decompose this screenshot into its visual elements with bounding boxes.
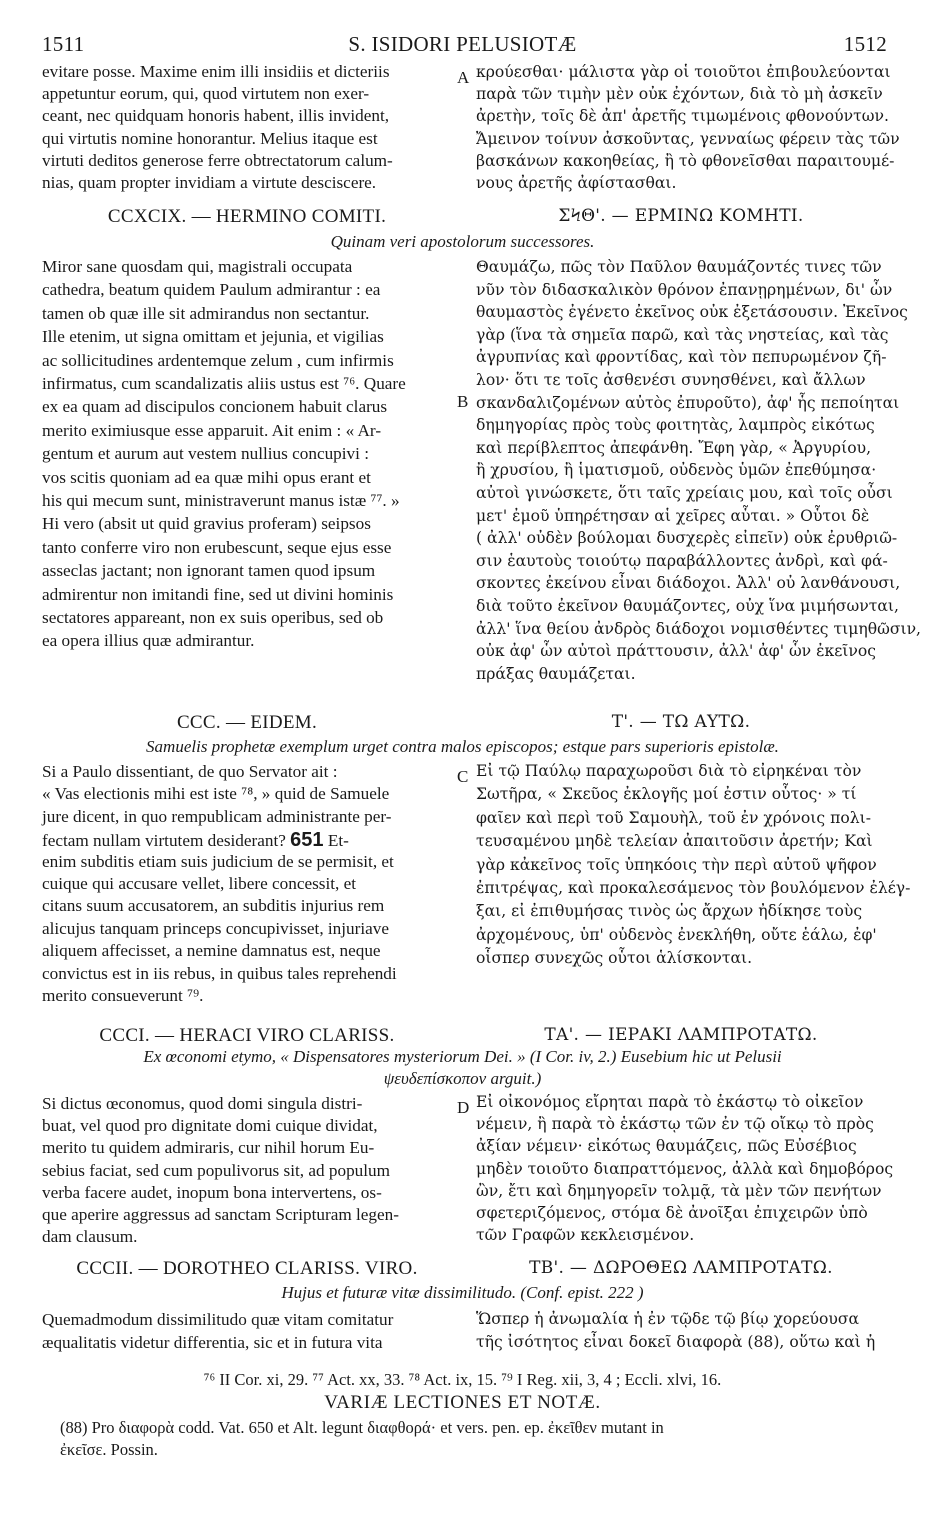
latin-text: Et- <box>323 831 349 851</box>
latin-line: asseclas jactant; non ignorant tamen quod ipsum <box>42 561 376 581</box>
latin-line: Quemadmodum dissimilitudo quæ vitam comitatur <box>42 1310 394 1329</box>
greek-line: γὰρ (ἵνα τὰ σημεῖα παρῶ, καὶ τὰς νηστείας, καὶ τὰς <box>476 325 889 344</box>
latin-line: enim subditis etiam suis judicium de se permisit, et <box>42 851 394 871</box>
latin-line: æqualitatis videtur differentia, sic et in futura vita <box>42 1333 383 1352</box>
variae-line: ἐκεῖσε. Possin. <box>60 1440 158 1459</box>
greek-line: τῶν Γραφῶν κεκλεισμένον. <box>476 1226 695 1245</box>
greek-line: ἀγρυπνίας καὶ φροντίδας, καὶ τὸν πεπυρωμένον ζῆ- <box>476 348 887 367</box>
greek-line: νῦν τὸν διδασκαλικὸν θρόνον ἐπανῃρημένων, δι' ὧν <box>476 280 893 299</box>
greek-line: γὰρ κἀκεῖνος τοῖς ὑπηκόοις τὴν περὶ αὐτοῦ ψῆφον <box>476 855 877 874</box>
latin-line: merito consueverunt ⁷⁹. <box>42 986 204 1005</box>
latin-line: Si dictus œconomus, quod domi singula distri- <box>42 1094 363 1113</box>
latin-line: buat, vel quod pro dignitate domi cuique dividat, <box>42 1116 378 1136</box>
greek-line: Ὥσπερ ἡ ἀνωμαλία ἡ ἐν τῷδε τῷ βίῳ χορεύουσα <box>476 1310 860 1328</box>
greek-line: πράξας θαυμάζεται. <box>476 664 636 683</box>
greek-line: δημηγορίας πρὸς τοὺς φοιτητὰς, λαμπρὸς εἰκότως <box>476 416 875 435</box>
latin-text: fectam nullam virtutem desiderant? <box>42 831 291 851</box>
latin-line: Ille etenim, ut signa omittam et jejunia, et vigilias <box>42 327 384 347</box>
latin-line: cuique qui accusare vellet, libere concessit, et <box>42 874 357 893</box>
latin-line: merito tu quidem admiraris, cur nihil horum Eu- <box>42 1138 375 1158</box>
margin-letter-d: D <box>457 1098 470 1117</box>
greek-line: ξαι, εἰ ἐπιθυμήσας τινὸς ὡς ἄρχων ἠδίκησε τοὺς <box>476 902 863 921</box>
latin-letter-heading: CCXCIX. — HERMINO COMITI. <box>107 206 387 227</box>
latin-line: Hi vero (absit ut quid gravius proferam) seipsos <box>42 514 371 534</box>
letter-summary: Quinam veri apostolorum successores. <box>330 232 595 251</box>
latin-line: convictus est in iis rebus, in quibus tales reprehendi <box>42 963 397 983</box>
greek-line: ( ἀλλ' οὐδὲν βούλομαι δυσχερὲς εἰπεῖν) οὐκ ἐρυθριῶ- <box>476 529 898 548</box>
latin-letter-heading: CCCI. — HERACI VIRO CLARISS. <box>99 1025 395 1046</box>
latin-line: « Vas electionis mihi est iste ⁷⁸, » quid de Samuele <box>42 784 390 804</box>
page-number-right: 1512 <box>843 32 887 56</box>
greek-line: σφετεριζόμενος, στόμα δὲ ἀνοῖξαι ἐπιχειρῶν ὑπὸ <box>476 1204 868 1222</box>
greek-letter-heading: ΣϞΘ'. — ΕΡΜΙΝΩ ΚΟΜΗΤΙ. <box>558 206 804 226</box>
greek-line: λον· ὅτι τε τοῖς ἀσθενέσι συνησθένει, καὶ ἄλλων <box>476 371 866 389</box>
greek-line: βασκάνων κακοηθείας, ἢ τὸ φθονεῖσθαι παραιτουμέ- <box>476 151 895 170</box>
latin-line: que aperire aggressus ad sanctam Scripturam legen- <box>42 1205 399 1224</box>
greek-letter-heading: ΤΒ'. — ΔΩΡΟΘΕΩ ΛΑΜΠΡΟΤΑΤΩ. <box>529 1258 833 1278</box>
latin-line: Si a Paulo dissentiant, de quo Servator ait : <box>42 762 338 781</box>
letter-summary: Samuelis prophetæ exemplum urget contra malos episcopos; estque pars superioris epistolæ. <box>146 737 779 756</box>
latin-line: sectatores appareant, non ex suis operibus, sed ob <box>42 608 384 627</box>
latin-line <box>42 829 452 852</box>
letter-summary-cont: ψευδεπίσκοπον arguit.) <box>383 1069 542 1088</box>
latin-line: his qui mecum sunt, ministraverunt manus istæ ⁷⁷. » <box>42 491 400 510</box>
latin-line: Miror sane quosdam qui, magistrali occupata <box>42 257 353 276</box>
margin-letter-a: A <box>457 68 470 87</box>
letter-summary: Ex œconomi etymo, « Dispensatores mysteriorum Dei. » (I Cor. iv, 2.) Eusebium hic ut Pelusii <box>143 1047 782 1066</box>
latin-line: infirmatus, cum scandalizatis aliis ustus est ⁷⁶. Quare <box>42 374 406 393</box>
greek-line: νέμειν, ἢ παρὰ τὸ ἑκάστῳ τῶν ἐν τῷ οἴκῳ τὸ πρὸς <box>476 1115 874 1134</box>
greek-line: Εἰ τῷ Παύλῳ παραχωροῦσι διὰ τὸ εἰρηκέναι τὸν <box>476 762 862 780</box>
latin-line: sebius faciat, sed cum populivorus sit, ad populum <box>42 1160 390 1180</box>
greek-line: ἀρετὴν, τοῖς δὲ ἀπ' ἀρετῆς τιμωμένοις φθονούντων. <box>476 107 889 126</box>
latin-letter-heading: CCCII. — DOROTHEO CLARISS. VIRO. <box>76 1258 418 1279</box>
latin-line: tanto conferre viro non erubescunt, seque ejus esse <box>42 537 392 557</box>
latin-line: verba facere audet, inopum bona intervertens, os- <box>42 1182 382 1202</box>
latin-line: appetuntur eorum, qui, quod virtutem non exer- <box>42 84 370 104</box>
greek-line: τῆς ἰσότητος εἶναι δοκεῖ διαφορὰ (88), οὕτω καὶ ἡ <box>476 1333 876 1351</box>
latin-line: jure dicent, in quo rempublicam administrante per- <box>42 806 392 826</box>
latin-line: virtuti deditos generose ferre obtrectatorum calum- <box>42 150 393 170</box>
variae-title: VARIÆ LECTIONES ET NOTÆ. <box>324 1392 601 1413</box>
latin-line: admirentur non imitandi fine, sed ut divini hominis <box>42 584 394 604</box>
margin-letter-b: B <box>457 392 469 411</box>
latin-line: evitare posse. Maxime enim illi insidiis et dicteriis <box>42 62 390 81</box>
greek-line: μηδὲν τοιοῦτο διαπραττόμενος, ἀλλὰ καὶ δημοβόρος <box>476 1159 894 1178</box>
greek-letter-heading: ΤΑ'. — ΙΕΡΑΚΙ ΛΑΜΠΡΟΤΑΤΩ. <box>544 1025 818 1045</box>
greek-line: θαυμαστὸς ἐγένετο ἐκεῖνος οὐκ ἐξετάσουσιν. Ἐκεῖνος <box>476 303 908 322</box>
latin-line: citans suum accusatorem, an subditis injurius rem <box>42 896 385 916</box>
greek-line: ἀλλ' ἵνα θείου ἀνδρὸς διάδοχοι νομισθέντες τιμηθῶσιν, <box>476 619 922 638</box>
latin-line: aliquem affecisset, a nemine damnatus est, neque <box>42 941 381 961</box>
greek-line: σιν ἑαυτοὺς τοιούτῳ παραβάλλοντες ἀνδρὶ, καὶ φά- <box>476 551 888 570</box>
latin-line: vos scitis quoniam ad ea quæ mihi opus erant et <box>42 467 371 487</box>
latin-line: merito eximiusque esse apparuit. Ait enim : « Ar- <box>42 420 382 440</box>
letter-summary: Hujus et futuræ vitæ dissimilitudo. (Conf. epist. 222 ) <box>281 1283 644 1302</box>
greek-line: ἐπιτρέψας, καὶ προκαλεσάμενος τὸν βουλόμενον ἐλέγ- <box>476 879 911 897</box>
greek-line: φαῖεν καὶ περὶ τοῦ Σαμουὴλ, τοῦ ἐν χρόνοις πολι- <box>476 808 871 827</box>
greek-line: αὐτοὶ γινώσκετε, ὅτι ταῖς χρείαις μου, καὶ τοῖς οὖσι <box>476 484 893 502</box>
latin-line: tamen ob quæ ille sit admirandus non sectantur. <box>42 303 370 323</box>
latin-line: dam clausum. <box>42 1227 138 1247</box>
greek-line: καὶ περίβλεπτος ἀπεφάνθη. Ἔφη γὰρ, « Ἀργυρίου, <box>476 438 872 457</box>
greek-line: οὐκ ἀφ' ὧν αὐτοὶ πράττουσιν, ἀλλ' ἀφ' ὧν ἐκεῖνος <box>476 642 877 661</box>
greek-line: νους ἀρετῆς ἀφίστασθαι. <box>476 174 677 192</box>
greek-line: ἢ χρυσίου, ἢ ἱματισμοῦ, οὐδενὸς ὑμῶν ἐπεθύμησα· <box>476 461 877 480</box>
greek-line: τευσαμένου μηδὲ τελείαν ἀπαιτοῦσιν ἀρετήν; Καὶ <box>476 832 873 851</box>
latin-line: qui virtutis nomine honorantur. Melius itaque est <box>42 128 378 148</box>
greek-line: μετ' ἐμοῦ ὑπηρέτησαν αἱ χεῖρες αὗται. » Οὗτοι δὲ <box>476 506 870 525</box>
greek-line: Σωτῆρα, « Σκεῦος ἐκλογῆς μοί ἐστιν οὗτος· » τί <box>476 785 857 804</box>
footnotes: ⁷⁶ II Cor. xi, 29. ⁷⁷ Act. xx, 33. ⁷⁸ Act. ix, 15. ⁷⁹ I Reg. xii, 3, 4 ; Eccli. xlvi, 16. <box>203 1370 722 1389</box>
greek-line: παρὰ τῶν τιμὴν μὲν οὐκ ἐχόντων, διὰ τὸ μὴ ἀσκεῖν <box>476 85 883 104</box>
greek-line: σκοντες ἐκείνου εἶναι διάδοχοι. Ἀλλ' οὐ λανθάνουσι, <box>476 574 901 593</box>
greek-line: ἀξίαν νέμειν· εἰκότως θαυμάζεις, πῶς Εὐσέβιος <box>476 1137 857 1156</box>
latin-line: cathedra, beatum quidem Paulum admirantur : ea <box>42 280 381 300</box>
latin-line: gentum et aurum aut vestem nullius concupivi : <box>42 444 369 464</box>
latin-line: ac sollicitudines ardentemque zelum , cum infirmis <box>42 350 394 370</box>
greek-line: διὰ τοῦτο ἐκεῖνον θαυμάζοντες, οὐχ ἵνα μιμήσωνται, <box>476 597 899 615</box>
latin-letter-heading: CCC. — EIDEM. <box>176 712 318 733</box>
greek-line: Ἄμεινον τοίνυν ἀσκοῦντας, γενναίως φέρειν τὰς τῶν <box>476 129 900 148</box>
greek-line: ἀρχομένους, ὑπ' οὐδενὸς ἐνεκλήθη, οὔτε ἑάλω, ἐφ' <box>476 925 877 944</box>
greek-line: Θαυμάζω, πῶς τὸν Παῦλον θαυμάζοντές τινες τῶν <box>476 258 882 276</box>
margin-letter-c: C <box>457 767 469 786</box>
latin-line: ex ea quam ad discipulos concionem habuit clarus <box>42 397 388 417</box>
greek-letter-heading: Τ'. — ΤΩ ΑΥΤΩ. <box>611 712 751 732</box>
latin-line: ea opera illius quæ admirantur. <box>42 631 255 651</box>
page-number-left: 1511 <box>42 32 85 56</box>
latin-line: ceant, nec quidquam honoris habent, illis invident, <box>42 106 390 126</box>
running-title: S. ISIDORI PELUSIOTÆ <box>348 32 577 56</box>
latin-line: nias, quam propter invidiam a virtute desciscere. <box>42 173 377 192</box>
greek-line: Εἰ οἰκονόμος εἴρηται παρὰ τὸ ἑκάστῳ τὸ οἰκεῖον <box>476 1093 864 1111</box>
variae-line: (88) Pro διαφορὰ codd. Vat. 650 et Alt. legunt διαφθορά· et vers. pen. ep. ἐκεῖθεν mutant in <box>60 1418 664 1437</box>
column-number: 651 <box>290 829 324 852</box>
greek-line: ὢν, ἔτι καὶ δημηγορεῖν τολμᾷ, τὰ μὲν τῶν πενήτων <box>476 1181 882 1200</box>
greek-line: σκανδαλιζομένων αὐτὸς ἐπυροῦτο), ἀφ' ἧς πεποίηται <box>476 393 900 412</box>
greek-line: κρούεσθαι· μάλιστα γὰρ οἱ τοιοῦτοι ἐπιβουλεύονται <box>476 63 891 81</box>
latin-line: alicujus tanquam princeps concupivisset, injuriave <box>42 918 389 938</box>
greek-line: οἷσπερ συνεχῶς οὗτοι ἁλίσκονται. <box>476 949 753 968</box>
